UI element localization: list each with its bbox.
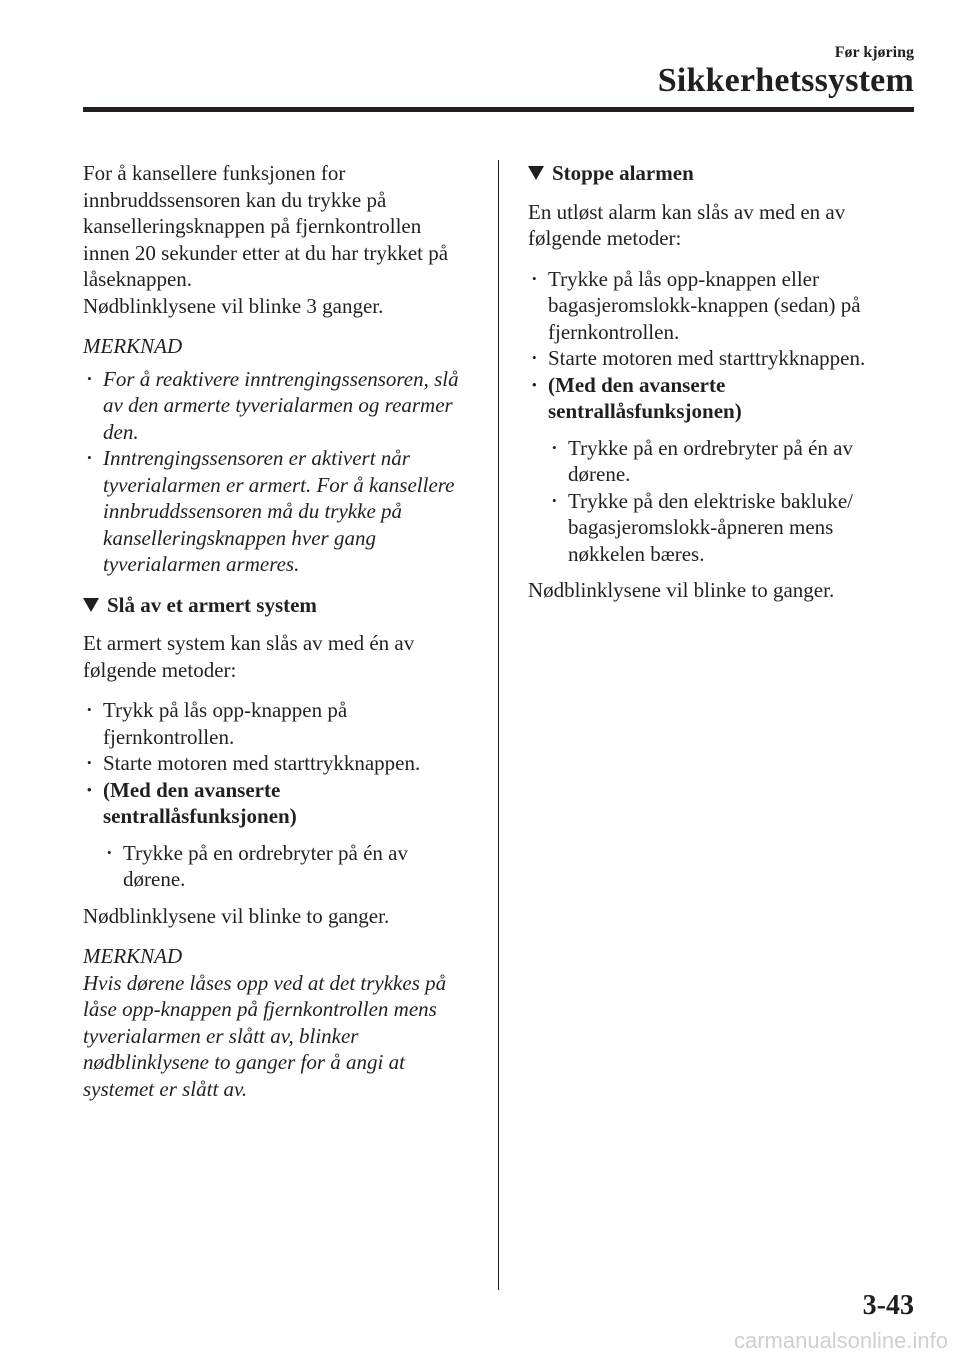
note-title: MERKNAD: [83, 334, 183, 358]
note-list: [83, 366, 461, 578]
note-title: MERKNAD: [83, 944, 183, 968]
section-heading-text: Slå av et armert system: [107, 592, 317, 617]
list-item: • Starte motoren med starttrykknappen.: [528, 345, 898, 372]
method-list: [83, 697, 461, 830]
header-section-label: Før kjøring: [834, 44, 914, 61]
page-number: 3-43: [862, 1290, 914, 1321]
intro-paragraph: For å kansellere funksjonen for innbruddssensoren kan du trykke på kanselleringsknappen på fjernkontrollen innen 20 sekunder etter at du har trykket på låseknappen.: [83, 161, 449, 291]
sub-method-list: [83, 840, 461, 893]
watermark: carmanualsonline.info: [733, 1328, 948, 1353]
list-item: • (Med den avanserte sentrallåsfunksjonen): [528, 372, 898, 425]
page-title: Sikkerhetssystem: [657, 62, 914, 99]
section-outro: Nødblinklysene vil blinke to ganger.: [83, 903, 390, 928]
column-divider: [498, 160, 499, 1290]
section-intro: Et armert system kan slås av med én av følgende metoder:: [83, 631, 415, 682]
list-item: • Trykke på lås opp-knappen eller bagasjeromslokk-knappen (sedan) på fjernkontrollen.: [528, 266, 898, 346]
list-item: • Trykke på en ordrebryter på én av dørene.: [528, 435, 898, 488]
section-intro: En utløst alarm kan slås av med en av følgende metoder:: [528, 199, 846, 250]
right-column: [528, 160, 898, 618]
list-item: • Inntrengingssensoren er aktivert når tyverialarmen er armert. For å kansellere innbruddssensoren må du trykke på kanselleringsknappen hver gang tyverialarmen armeres.: [83, 445, 461, 578]
left-column: [83, 160, 461, 1102]
section-heading: [83, 592, 461, 619]
list-item: • Trykk på lås opp-knappen på fjernkontrollen.: [83, 697, 461, 750]
method-list: [528, 266, 898, 425]
list-item: • Starte motoren med starttrykknappen.: [83, 750, 461, 777]
list-item: • Trykke på den elektriske bakluke/ bagasjeromslokk-åpneren mens nøkkelen bæres.: [528, 488, 898, 568]
sub-method-list: [528, 435, 898, 568]
list-item: • Trykke på en ordrebryter på én av dørene.: [83, 840, 461, 893]
section-heading-text: Stoppe alarmen: [552, 161, 694, 185]
triangle-down-icon: [83, 598, 99, 612]
section-outro: Nødblinklysene vil blinke to ganger.: [528, 578, 835, 602]
section-heading: [528, 160, 898, 187]
intro-paragraph-2: Nødblinklysene vil blinke 3 ganger.: [83, 293, 384, 318]
note-body: Hvis dørene låses opp ved at det trykkes på låse opp-knappen på fjernkontrollen mens tyverialarmen er slått av, blinker nødblinklysene to ganger for å angi at systemet er slått av.: [83, 970, 447, 1101]
triangle-down-icon: [528, 166, 544, 180]
list-item: • (Med den avanserte sentrallåsfunksjonen): [83, 777, 461, 830]
header-rule: [83, 107, 914, 112]
list-item: • For å reaktivere inntrengingssensoren, slå av den armerte tyverialarmen og rearmer den.: [83, 366, 461, 446]
